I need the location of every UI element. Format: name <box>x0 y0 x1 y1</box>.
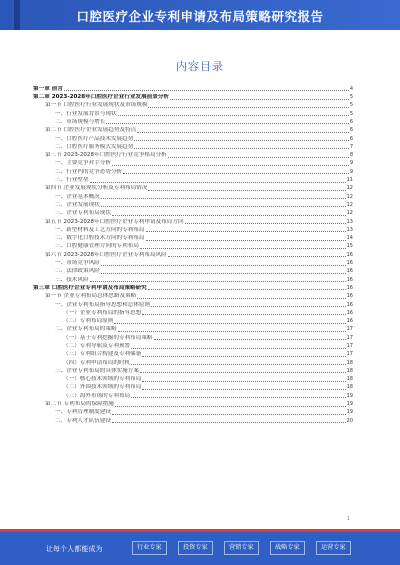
toc-entry[interactable] <box>33 308 353 316</box>
toc-entry-title: 三、行业壁垒 <box>55 177 89 184</box>
toc-entry-page: 16 <box>346 260 353 267</box>
toc-entry[interactable] <box>33 350 353 358</box>
toc-dot-leader <box>101 198 346 199</box>
toc-entry-title: 第四节 企业发展现状分析及专利布局情况 <box>45 185 148 192</box>
toc-heading: 内容目录 <box>176 60 224 73</box>
toc-dot-leader <box>154 339 346 340</box>
toc-entry-title: 一、新型材料及工艺方向的专利布局 <box>55 226 145 233</box>
toc-entry-page: 20 <box>346 417 353 424</box>
toc-dot-leader <box>115 406 346 407</box>
toc-dot-leader <box>168 256 346 257</box>
toc-dot-leader <box>185 223 346 224</box>
toc-dot-leader <box>142 389 345 390</box>
toc-entry-title: 一、市场竞争风险 <box>55 260 100 267</box>
toc-entry-title: 三、口腔健康管理方向的专利布局 <box>55 243 139 250</box>
toc-dot-leader <box>134 140 348 141</box>
toc-entry[interactable] <box>33 300 353 308</box>
toc-dot-leader <box>137 132 349 133</box>
toc-entry[interactable] <box>33 267 353 275</box>
toc-entry[interactable] <box>33 341 353 349</box>
footer-accent-line <box>0 529 400 532</box>
toc-entry-page: 9 <box>349 168 353 175</box>
footer-tag: 战略专家 <box>270 541 305 555</box>
toc-entry-page: 5 <box>349 94 353 101</box>
toc-entry[interactable] <box>33 117 353 125</box>
toc-dot-leader <box>142 356 345 357</box>
toc-entry-title: 第三节 2023-2028年口腔医疗行业竞争格局分析 <box>45 152 167 159</box>
toc-entry-page: 6 <box>349 118 353 125</box>
toc-entry-title: 二、行业内的竞争态势分析 <box>55 168 123 175</box>
toc-entry[interactable] <box>33 159 353 167</box>
toc-entry-page: 16 <box>346 276 353 283</box>
toc-entry-title: 一、行业发展背景与现状 <box>55 110 117 117</box>
footer-tag: 运营专家 <box>316 541 351 555</box>
toc-entry[interactable] <box>33 408 353 416</box>
toc-entry-title: 三、企业专利布局现状 <box>55 210 111 217</box>
toc-entry-page: 19 <box>346 409 353 416</box>
toc-entry[interactable] <box>33 175 353 183</box>
toc-entry-page: 18 <box>346 376 353 383</box>
toc-dot-leader <box>148 107 348 108</box>
toc-dot-leader <box>151 306 346 307</box>
table-of-contents <box>33 84 353 424</box>
toc-entry-page: 4 <box>349 85 353 92</box>
toc-entry[interactable] <box>33 333 353 341</box>
toc-entry[interactable] <box>33 250 353 258</box>
toc-entry[interactable] <box>33 291 353 299</box>
toc-entry-title: 第二章 2023-2028年口腔医疗企业行业发展前景分析 <box>33 94 170 101</box>
toc-entry-title: 第五节 2023-2028年口腔医疗企业专利申请及布局方向 <box>45 218 184 225</box>
toc-entry-title: 第一节 企业专利布局总体思路及策略 <box>45 293 137 300</box>
toc-entry-title: 第六节 2023-2028年口腔医疗企业专利布局风险 <box>45 251 167 258</box>
toc-entry[interactable] <box>33 217 353 225</box>
toc-entry-page: 13 <box>346 226 353 233</box>
toc-dot-leader <box>148 289 346 290</box>
toc-entry[interactable] <box>33 192 353 200</box>
toc-entry-page: 18 <box>346 359 353 366</box>
toc-entry-page: 6 <box>349 135 353 142</box>
toc-entry-title: （二）外围技术领域的专利布局 <box>63 384 142 391</box>
toc-entry-page: 14 <box>346 235 353 242</box>
toc-entry[interactable] <box>33 283 353 291</box>
toc-entry[interactable] <box>33 258 353 266</box>
toc-entry[interactable] <box>33 142 353 150</box>
toc-entry[interactable] <box>33 92 353 100</box>
toc-entry-title: （一）核心技术领域的专利布局 <box>63 376 142 383</box>
toc-entry-page: 16 <box>346 301 353 308</box>
toc-entry-page: 5 <box>349 110 353 117</box>
toc-entry-page: 7 <box>349 143 353 150</box>
toc-entry-page: 16 <box>346 268 353 275</box>
toc-dot-leader <box>64 90 349 91</box>
toc-entry-title: 二、市场规模与增长 <box>55 118 106 125</box>
toc-entry-page: 16 <box>346 251 353 258</box>
toc-entry-page: 16 <box>346 318 353 325</box>
toc-entry-page: 17 <box>346 343 353 349</box>
toc-entry-title: （三）专利组合构建及专利储备 <box>63 351 142 358</box>
toc-entry-page: 16 <box>346 284 353 291</box>
toc-entry-title: 二、数字化口腔技术方向的专利布局 <box>55 235 145 242</box>
toc-entry-title: 第三章 口腔医疗企业专利申请及布局策略研究 <box>33 284 147 291</box>
toc-entry[interactable] <box>33 325 353 333</box>
toc-dot-leader <box>131 348 345 349</box>
toc-dot-leader <box>142 314 345 315</box>
toc-dot-leader <box>140 248 346 249</box>
toc-entry-title: 二、企业专利布局的策略 <box>55 326 117 333</box>
page-number: 1 <box>346 516 350 522</box>
toc-entry-title: （二）专利布局原则 <box>63 318 114 325</box>
toc-entry-page: 12 <box>346 201 353 208</box>
toc-entry-page: 12 <box>346 193 353 200</box>
toc-dot-leader <box>146 231 346 232</box>
toc-entry-title: （一）基于专利挖掘的专利布局策略 <box>63 334 153 341</box>
toc-entry-page: 19 <box>346 392 353 399</box>
toc-entry-title: 二、口腔医疗服务模式发展趋势 <box>55 143 134 150</box>
toc-dot-leader <box>112 414 346 415</box>
footer-tag: 行业专家 <box>132 541 167 555</box>
toc-entry[interactable] <box>33 150 353 158</box>
toc-entry[interactable] <box>33 84 353 92</box>
toc-dot-leader <box>118 331 346 332</box>
footer-slogan: 让每个人都能成为 <box>46 545 103 553</box>
toc-entry-page: 9 <box>349 160 353 167</box>
toc-entry[interactable] <box>33 184 353 192</box>
toc-entry[interactable] <box>33 200 353 208</box>
toc-dot-leader <box>118 115 349 116</box>
toc-entry[interactable] <box>33 225 353 233</box>
toc-dot-leader <box>101 273 346 274</box>
toc-dot-leader <box>134 148 348 149</box>
toc-dot-leader <box>131 364 345 365</box>
toc-entry[interactable] <box>33 167 353 175</box>
toc-dot-leader <box>90 182 346 183</box>
toc-entry[interactable] <box>33 416 353 424</box>
toc-dot-leader <box>112 422 346 423</box>
toc-dot-leader <box>123 173 349 174</box>
toc-entry-page: 16 <box>346 293 353 300</box>
toc-dot-leader <box>137 298 345 299</box>
toc-entry-title: 一、企业专利布局指导思想和总体原则 <box>55 301 151 308</box>
toc-entry[interactable] <box>33 233 353 241</box>
toc-entry[interactable] <box>33 391 353 399</box>
toc-dot-leader <box>112 215 346 216</box>
toc-entry-title: 二、专利人才队伍建设 <box>55 417 111 424</box>
toc-dot-leader <box>170 99 349 100</box>
toc-entry-page: 19 <box>346 401 353 408</box>
toc-entry-title: 二、企业发展现状 <box>55 201 100 208</box>
toc-entry-title: （二）专利导航及专利预警 <box>63 343 131 349</box>
toc-entry[interactable] <box>33 134 353 142</box>
toc-entry-title: 一、口腔医疗产品技术发展趋势 <box>55 135 134 142</box>
toc-entry-title: 三、技术风险 <box>55 276 89 283</box>
toc-entry-page: 12 <box>346 210 353 217</box>
toc-dot-leader <box>168 157 349 158</box>
footer-tag: 营销专家 <box>224 541 259 555</box>
toc-entry[interactable] <box>33 399 353 407</box>
toc-dot-leader <box>146 240 346 241</box>
toc-dot-leader <box>106 123 348 124</box>
toc-entry[interactable] <box>33 125 353 133</box>
toc-dot-leader <box>148 190 345 191</box>
toc-entry[interactable] <box>33 316 353 324</box>
toc-entry-page: 12 <box>346 185 353 192</box>
toc-entry-title: 第二节 口腔医疗企业发展趋势及特点 <box>45 127 137 134</box>
toc-entry-page: 18 <box>346 367 353 374</box>
toc-dot-leader <box>131 397 345 398</box>
toc-entry[interactable] <box>33 109 353 117</box>
toc-entry[interactable] <box>33 383 353 391</box>
toc-entry-title: 第一章 前言 <box>33 85 63 92</box>
toc-entry-title: 第二节 专利布局的保障措施 <box>45 401 114 408</box>
toc-entry-page: 11 <box>346 177 353 184</box>
toc-entry-page: 15 <box>346 243 353 250</box>
toc-dot-leader <box>114 323 345 324</box>
toc-entry-page: 16 <box>346 309 353 316</box>
toc-entry[interactable] <box>33 374 353 382</box>
toc-entry-page: 17 <box>346 351 353 358</box>
toc-entry-page: 18 <box>346 384 353 391</box>
toc-entry-title: （四）专利申请布局的时机 <box>63 359 131 366</box>
toc-entry-title: 一、主要竞争对手分析 <box>55 160 111 167</box>
toc-dot-leader <box>101 265 346 266</box>
toc-entry-title: （三）海外市场的专利布局 <box>63 392 131 399</box>
footer-tag: 投资专家 <box>178 541 213 555</box>
toc-entry-title: 一、企业基本概况 <box>55 193 100 200</box>
toc-entry-page: 17 <box>346 334 353 341</box>
toc-entry[interactable] <box>33 101 353 109</box>
toc-entry[interactable] <box>33 208 353 216</box>
toc-entry-title: 一、专利管理制度建设 <box>55 409 111 416</box>
toc-entry[interactable] <box>33 358 353 366</box>
toc-entry-title: 第一节 口腔医疗行业发展现状及市场规模 <box>45 102 148 109</box>
toc-entry-page: 8 <box>349 152 353 159</box>
toc-entry-page: 6 <box>349 127 353 134</box>
toc-entry-title: 二、法律政策风险 <box>55 268 100 275</box>
toc-dot-leader <box>90 281 346 282</box>
toc-entry[interactable] <box>33 275 353 283</box>
toc-dot-leader <box>140 372 346 373</box>
toc-dot-leader <box>101 206 346 207</box>
toc-dot-leader <box>142 381 345 382</box>
toc-dot-leader <box>112 165 349 166</box>
toc-entry-page: 5 <box>349 102 353 109</box>
toc-entry-title: 三、企业专利布局的具体实施方案 <box>55 367 139 374</box>
toc-entry-title: （一）企业专利布局的指导思想 <box>63 309 142 316</box>
toc-entry-page: 17 <box>346 326 353 333</box>
toc-entry-page: 13 <box>346 218 353 225</box>
report-title: 口腔医疗企业专利申请及布局策略研究报告 <box>76 9 324 24</box>
toc-entry[interactable] <box>33 242 353 250</box>
toc-entry[interactable] <box>33 366 353 374</box>
